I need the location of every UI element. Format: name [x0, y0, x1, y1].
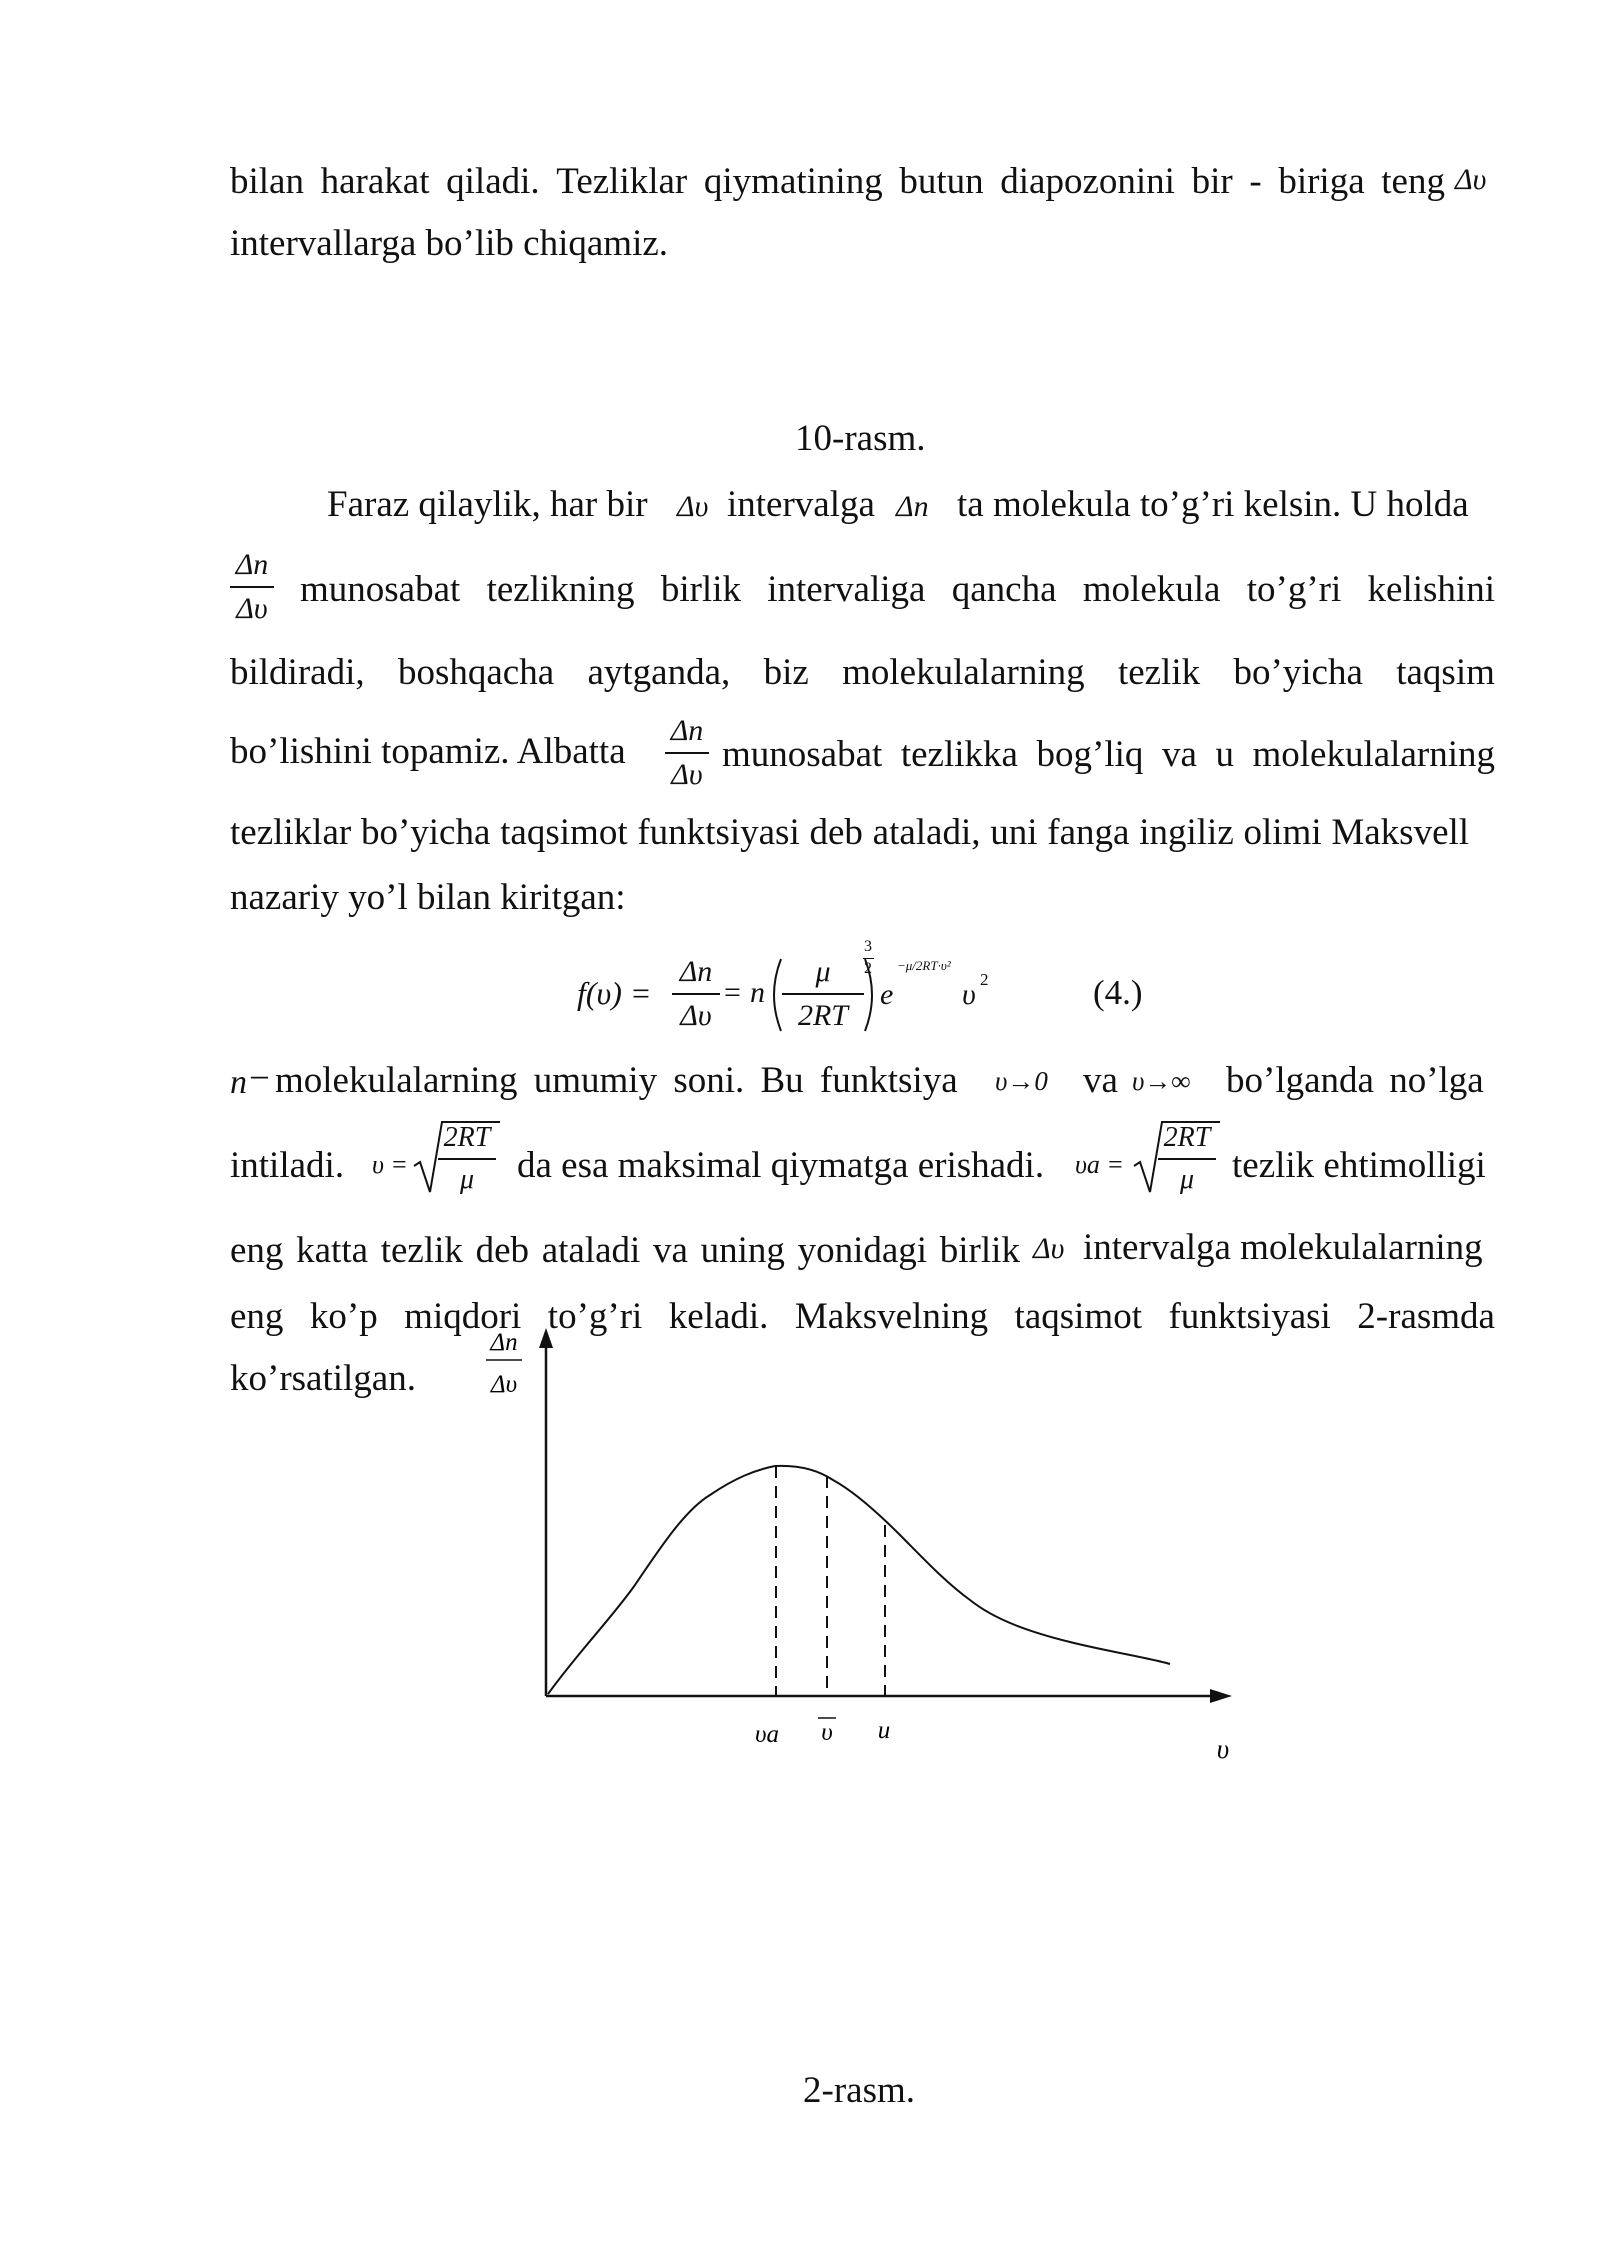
word: va [653, 1230, 688, 1271]
word: tezlikka [900, 734, 1018, 775]
fraction-denominator: Δυ [236, 592, 268, 625]
word: munosabat [300, 569, 461, 610]
word: taqsim [1396, 652, 1495, 693]
fraction-numerator: Δn [670, 714, 704, 747]
word: tezlikning [486, 569, 635, 610]
word: miqdori [404, 1296, 522, 1337]
word: katta [296, 1230, 369, 1271]
word: keladi. [668, 1296, 769, 1337]
v-to-zero: υ→0 [995, 1066, 1048, 1096]
word: yonidagi [797, 1230, 928, 1271]
x-axis-label: υ [1216, 1734, 1230, 1760]
word: to’g’ri [547, 1296, 643, 1337]
fraction-dn-dv [665, 714, 709, 792]
fraction-bar [672, 993, 720, 995]
v-to-infinity: υ→∞ [1132, 1066, 1191, 1096]
fraction-numerator: 2RT [1163, 1122, 1211, 1153]
paragraph-3-line-3 [230, 1229, 1020, 1272]
va-equals: υa = [1075, 1150, 1124, 1179]
word: ko’p [309, 1296, 378, 1337]
paragraph-2-line-1-end: ta molekula to’g’ri kelsin. U holda [957, 484, 1469, 525]
v-equals: υ = [372, 1150, 408, 1179]
word: kelishini [1367, 569, 1495, 610]
word: intervaliga [767, 569, 926, 610]
e-constant: e [880, 978, 894, 1011]
word: birlik [939, 1230, 1020, 1271]
fraction-2rt-mu [438, 1122, 496, 1196]
maxwell-distribution-graph [470, 1320, 1250, 1760]
word: va [1161, 734, 1197, 775]
delta-n-symbol: Δn [896, 490, 929, 523]
word: munosabat [722, 734, 883, 775]
paragraph-3-line-2-mid: da esa maksimal qiymatga erishadi. [517, 1145, 1045, 1186]
fraction-bar [782, 993, 864, 995]
word: to’g’ri [1246, 569, 1342, 610]
equation-fraction-mu-2rt [782, 955, 864, 1033]
word: teng [1381, 161, 1445, 202]
y-axis-arrowhead [539, 1328, 553, 1348]
paragraph-3-line-5: ko’rsatilgan. [230, 1358, 416, 1399]
equals-sign: = [724, 976, 741, 1009]
n-symbol: n [230, 1064, 247, 1101]
word: - [1249, 161, 1262, 202]
word: qancha [951, 569, 1057, 610]
equation-number: (4.) [1093, 973, 1143, 1012]
word: boshqacha [397, 652, 555, 693]
exponent-three-half-bar [863, 958, 874, 959]
word: eng [230, 1230, 284, 1271]
word: bilan [230, 161, 304, 202]
fraction-bar [230, 586, 274, 588]
exponent-three: 3 [864, 938, 872, 955]
paragraph-2-line-4-end [722, 733, 1495, 776]
marker-label-u: u [877, 1717, 891, 1744]
fraction-numerator: Δn [679, 955, 713, 988]
word: birlik [660, 569, 741, 610]
paragraph-3-line-1-mid: va [1083, 1060, 1118, 1101]
word: aytganda, [587, 652, 731, 693]
word: butun [899, 161, 984, 202]
figure-2-caption: 2-rasm. [803, 2070, 915, 2111]
word: biz [763, 652, 809, 693]
paragraph-2-line-6: nazariy yo’l bilan kiritgan: [230, 877, 626, 918]
paragraph-3-line-2-start: intiladi. [230, 1145, 345, 1186]
marker-label-va: υa [755, 1721, 779, 1748]
fraction-denominator: Δυ [671, 758, 703, 791]
exponent-two: 2 [864, 960, 872, 977]
minus-sign: − [249, 1058, 270, 1099]
fraction-denominator: μ [1179, 1164, 1195, 1195]
paragraph-1-line-2: intervallarga bo’lib chiqamiz. [230, 223, 669, 264]
paragraph-3-line-3-end: intervalga molekulalarning [1083, 1227, 1483, 1268]
fraction-denominator: μ [459, 1164, 475, 1195]
word: u [1215, 734, 1234, 775]
paragraph-2-line-3 [230, 651, 1495, 694]
equation-fraction-dn-dv [672, 955, 720, 1033]
v-squared: υ [962, 978, 976, 1011]
paragraph-2-line-2 [300, 568, 1495, 611]
fraction-bar [1158, 1158, 1216, 1160]
paragraph-3-line-1-end: bo’lganda no’lga [1226, 1060, 1484, 1101]
word: molekula [1082, 569, 1221, 610]
word: bildiradi, [230, 652, 365, 693]
word: molekulalarning [842, 652, 1085, 693]
word: bo’yicha [1233, 652, 1363, 693]
word: ataladi [541, 1230, 641, 1271]
marker-label-v-mean: υ [821, 1719, 833, 1746]
paragraph-2-line-4-start: bo’lishini topamiz. Albatta [230, 731, 626, 772]
v-squared-power: 2 [980, 970, 989, 989]
fraction-2rt-mu [1158, 1122, 1216, 1196]
fraction-dn-dv [230, 548, 274, 626]
fraction-bar [665, 752, 709, 754]
exponent-small: −μ/2RT·υ² [897, 958, 951, 973]
delta-v-symbol: Δυ [1455, 163, 1487, 196]
paragraph-2-line-1-start: Faraz qilaylik, har bir [327, 484, 648, 525]
word: qiymatining [703, 161, 883, 202]
word: eng [230, 1296, 284, 1337]
figure-10-caption: 10-rasm. [795, 418, 926, 459]
equation-lhs: f(υ) = [577, 975, 652, 1011]
word: bog’liq [1036, 734, 1144, 775]
fraction-numerator: 2RT [443, 1122, 491, 1153]
delta-v-symbol: Δυ [677, 490, 709, 523]
word: molekulalarning [1252, 734, 1495, 775]
fraction-numerator: Δn [235, 548, 269, 581]
word: biriga [1278, 161, 1365, 202]
x-axis-arrowhead [1210, 1689, 1232, 1703]
fraction-denominator: 2RT [797, 999, 848, 1032]
paragraph-1-line-1 [230, 160, 1445, 203]
word: diapozonini [1000, 161, 1175, 202]
y-axis-label-numerator: Δn [490, 1329, 518, 1356]
paragraph-3-line-1-start: molekulalarning umumiy soni. Bu funktsiya [275, 1060, 958, 1101]
word: tezlik [1117, 652, 1201, 693]
y-axis-label-denominator: Δυ [490, 1371, 518, 1398]
distribution-curve [548, 1466, 1170, 1694]
word: bir [1191, 161, 1233, 202]
word: uning [700, 1230, 785, 1271]
word: tezlik [380, 1230, 463, 1271]
fraction-bar [438, 1158, 496, 1160]
word: qiladi. [446, 161, 540, 202]
delta-v-symbol: Δυ [1033, 1232, 1065, 1265]
word: taqsimot [1014, 1296, 1142, 1337]
word: harakat [320, 161, 430, 202]
word: funktsiyasi [1168, 1296, 1331, 1337]
fraction-denominator: Δυ [680, 999, 712, 1032]
paragraph-2-line-5: tezliklar bo’yicha taqsimot funktsiyasi deb ataladi, uni fanga ingiliz olimi Maksvell [230, 812, 1470, 853]
n-factor: n [750, 976, 765, 1009]
word: Maksvelning [794, 1296, 989, 1337]
fraction-numerator: μ [815, 955, 831, 988]
word: deb [475, 1230, 530, 1271]
word: 2-rasmda [1357, 1296, 1495, 1337]
paragraph-3-line-2-end: tezlik ehtimolligi [1232, 1145, 1486, 1186]
word: Tezliklar [556, 161, 688, 202]
paragraph-2-line-1-mid: intervalga [727, 484, 875, 525]
